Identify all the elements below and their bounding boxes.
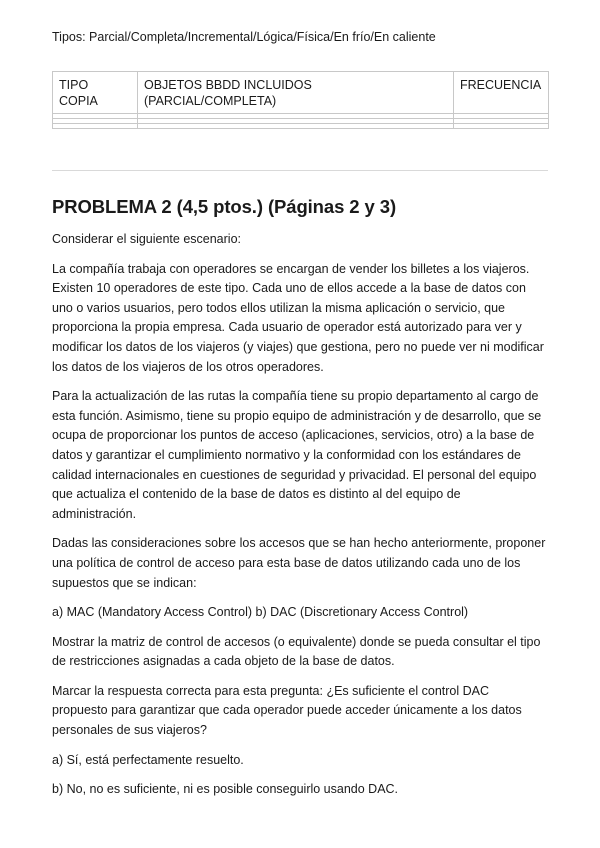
backup-types-line: Tipos: Parcial/Completa/Incremental/Lógica/Física/En frío/En caliente [52, 30, 436, 44]
paragraph-policy: Dadas las consideraciones sobre los accesos que se han hecho anteriormente, proponer una política de control de acceso para esta base de datos utilizando cada uno de los supuestos que se indican: [52, 536, 546, 590]
header-tipo-copia [53, 72, 138, 114]
paragraph-mac-dac: a) MAC (Mandatory Access Control) b) DAC (Discretionary Access Control) [52, 605, 469, 620]
header-objetos-line2: (PARCIAL/COMPLETA) [144, 94, 277, 108]
problem-title: PROBLEMA 2 (4,5 ptos.) (Páginas 2 y 3) [52, 196, 397, 217]
table-header-row [53, 72, 549, 114]
answer-option-b: b) No, no es suficiente, ni es posible conseguirlo usando DAC. [52, 782, 399, 797]
table-cell [53, 124, 138, 129]
paragraph-matrix: Mostrar la matriz de control de accesos (o equivalente) donde se pueda consultar el tipo de restricciones asignadas a cada objeto de la base de datos. [52, 634, 541, 669]
section-divider [52, 170, 548, 171]
answer-option-a: a) Sí, está perfectamente resuelto. [52, 752, 244, 767]
header-objetos-line1: OBJETOS BBDD INCLUIDOS [144, 78, 312, 92]
paragraph-routes: Para la actualización de las rutas la compañía tiene su propio departamento al cargo de esta función. Asimismo, tiene su propio equipo de administración y de desarrollo, que se ocupa de proporcionar los puntos de acceso (aplicaciones, servicios, otro) a la base de datos y garantizar el cumplimiento normativo y la conformidad con los estándares de calidad internacionales en cuestiones de seguridad y privacidad. El personal del equipo que actualiza el contenido de la base de datos es distinto al del equipo de administración. [52, 389, 542, 521]
paragraph-question: Marcar la respuesta correcta para esta pregunta: ¿Es suficiente el control DAC propuesto para garantizar que cada operador puede acceder únicamente a los datos personales de sus viajeros? [52, 683, 522, 738]
table-cell [454, 124, 549, 129]
problem-body [52, 230, 548, 810]
paragraph-operators: La compañía trabaja con operadores se encargan de vender los billetes a los viajeros. Existen 10 operadores de este tipo. Cada uno de ellos accede a la base de datos con uno o varios usuarios, pero todos ellos utilizan la misma aplicación o servicio, que proporciona la propia empresa. Cada usuario de operador está autorizado para ver y modificar los datos de los viajeros (y viajes) que gestiona, pero no puede ver ni modificar los datos de los viajeros de los otros operadores. [52, 261, 544, 374]
paragraph-intro: Considerar el siguiente escenario: [52, 232, 241, 246]
header-tipo-line2: COPIA [59, 94, 98, 108]
table-cell [138, 124, 454, 129]
header-frecuencia [454, 72, 549, 114]
header-frecuencia-line1: FRECUENCIA [460, 78, 542, 92]
header-objetos [138, 72, 454, 114]
table-row [53, 124, 549, 129]
header-tipo-line1: TIPO [59, 78, 89, 92]
backup-table [52, 71, 549, 129]
